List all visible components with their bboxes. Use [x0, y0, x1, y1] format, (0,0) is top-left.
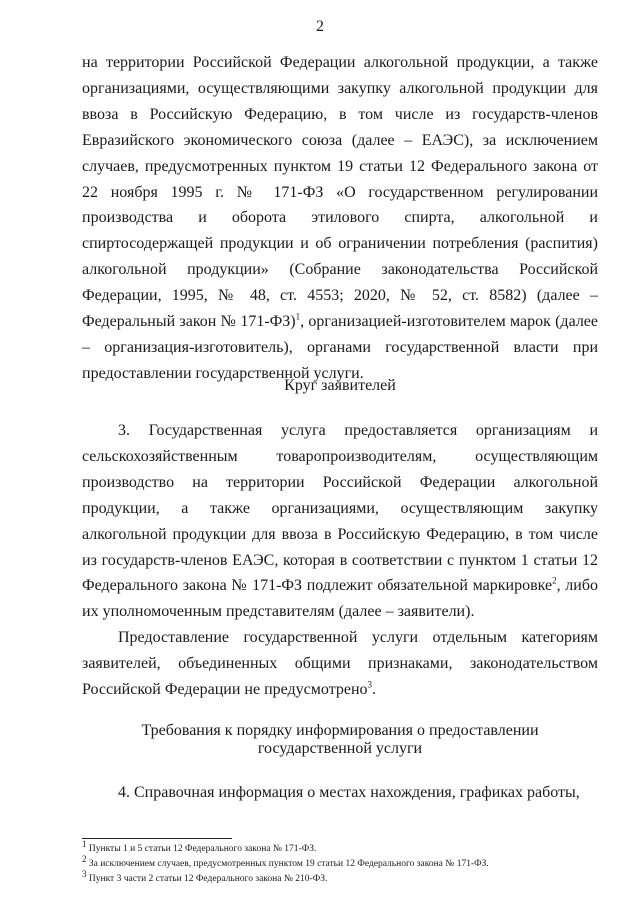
paragraph-categories [82, 625, 598, 703]
paragraph-continued-text: на территории Российской Федерации алкогольной продукции, а также организациями, осуществляющими закупку алкогольной продукции для ввоза в Российскую Федерацию, в том числе из государств-членов Евразийского экономического союза (далее – ЕАЭС), за исключением случаев, предусмотренных пунктом 19 статьи 12 Федерального закона от 22 ноября 1995 г. № 171-ФЗ «О государственном регулировании производства и оборота этилового спирта, алкогольной и спиртосодержащей продукции и об ограничении потребления (распития) алкогольной продукции» (Собрание законодательства Российской Федерации, 1995, № 48, ст. 4553; 2020, № 52, ст. 8582) (далее – Федеральный закон № 171-ФЗ) [82, 54, 598, 331]
paragraph-3-tail: , либо их уполномоченным представителям (далее – заявители). [82, 577, 598, 621]
section-title-information [82, 722, 598, 758]
paragraph-categories-tail: . [372, 680, 377, 698]
paragraph-4 [82, 780, 598, 806]
footnotes [82, 838, 602, 887]
footnote-2-text: За исключением случаев, предусмотренных пунктом 19 статьи 12 Федерального закона № 171-ФЗ. [88, 859, 489, 869]
paragraph-3-text: 3. Государственная услуга предоставляется организациям и сельскохозяйственным товаропроизводителям, осуществляющим производство на территории Российской Федерации алкогольной продукции, а также организациями, осуществляющим закупку алкогольной продукции для ввоза в Российскую Федерацию, в том числе из государств-членов ЕАЭС, которая в соответствии с пунктом 1 статьи 12 Федерального закона № 171-ФЗ подлежит обязательной маркировке [82, 422, 598, 595]
footnote-separator [82, 838, 232, 839]
paragraph-categories-text: Предоставление государственной услуги отдельным категориям заявителей, объединенных общими признаками, законодательством Российской Федерации не предусмотрено [82, 629, 598, 698]
footnote-ref-2[interactable]: 2 [552, 576, 557, 587]
footnote-2-mark: 2 [82, 853, 87, 864]
footnote-ref-3[interactable]: 3 [367, 679, 373, 690]
footnote-ref-1[interactable]: 1 [295, 311, 301, 322]
footnote-1 [82, 838, 602, 857]
footnote-1-text: Пункты 1 и 5 статьи 12 Федерального закона № 171-ФЗ. [88, 844, 317, 854]
footnote-1-mark: 1 [82, 838, 87, 849]
section-title-information-line1: Требования к порядку информирования о предоставлении [141, 722, 539, 739]
paragraph-continued [82, 50, 598, 387]
footnote-3-mark: 3 [82, 868, 87, 879]
footnote-2 [82, 853, 602, 872]
section-title-information-line2: государственной услуги [257, 740, 423, 757]
footnote-3-text: Пункт 3 части 2 статьи 12 Федерального закона № 210-ФЗ. [88, 874, 328, 884]
section-title-applicants: Круг заявителей [284, 377, 396, 394]
paragraph-3 [82, 418, 598, 625]
paragraph-continued-tail: , организацией-изготовителем марок (далее – организация-изготовитель), органами государственной власти при предоставлении государственной услуги. [82, 313, 598, 382]
paragraph-4-text: 4. Справочная информация о местах нахождения, графиках работы, [118, 784, 580, 801]
page-number: 2 [316, 18, 324, 35]
footnote-3 [82, 868, 602, 887]
